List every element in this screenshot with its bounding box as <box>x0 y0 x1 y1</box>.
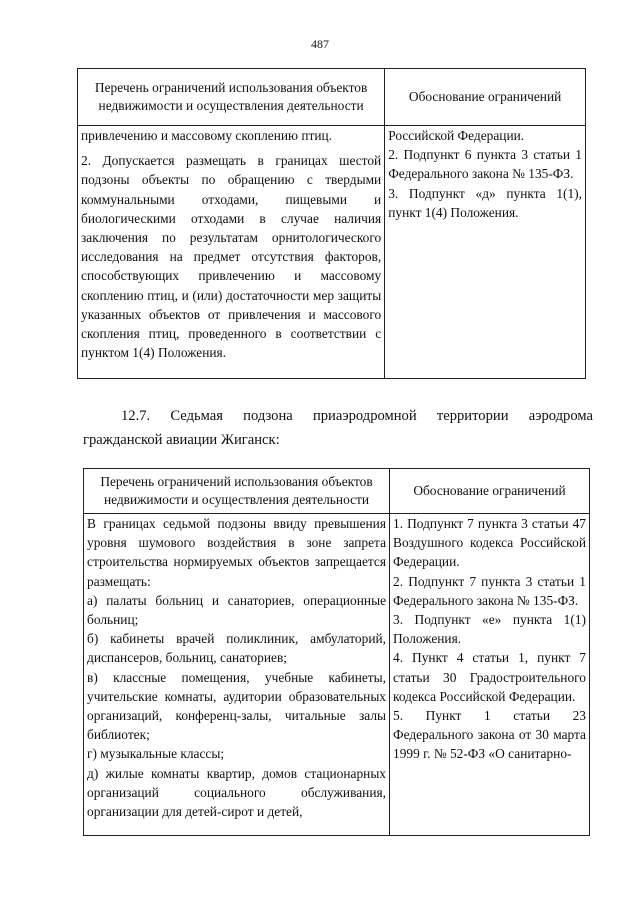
justification-cell <box>385 126 586 379</box>
restriction-text: 2. Допускается размещать в границах шестой подзоны объекты по обращению с твердыми коммунальными отходами, пищевыми и биологическими отходами в случае наличия заключения по результатам орнитологического исследования на предмет отсутствия факторов, способствующих привлечению и массовому скоплению птиц, и (или) достаточности мер защиты указанных объектов от привлечения и массового скопления птиц, проведенного в соответствии с пунктом 1(4) Положения. <box>81 153 382 361</box>
restriction-text: привлечению и массовому скоплению птиц. <box>81 128 333 143</box>
justification-cell <box>390 514 590 836</box>
column-header-restrictions: Перечень ограничений использования объектов недвижимости и осуществления деятельности <box>84 469 390 514</box>
restriction-item: в) классные помещения, учебные кабинеты, учительские комнаты, аудитории образовательных организаций, конференц-залы, читальные залы библиотек; <box>87 669 387 743</box>
page-number: 487 <box>311 37 329 51</box>
column-header-justification: Обоснование ограничений <box>390 469 590 514</box>
restriction-item: б) кабинеты врачей поликлиник, амбулаторий, диспансеров, больниц, санаториев; <box>87 631 387 666</box>
restrictions-cell <box>84 514 390 836</box>
column-header-restrictions: Перечень ограничений использования объектов недвижимости и осуществления деятельности <box>78 69 385 126</box>
restriction-item: В границах седьмой подзоны ввиду превышения уровня шумового воздействия в зоне запрета строительства нормируемых объектов запрещается размещать: <box>87 516 387 589</box>
column-header-justification: Обоснование ограничений <box>385 69 586 126</box>
justification-text: 3. Подпункт «д» пункта 1(1), пункт 1(4) Положения. <box>388 185 582 220</box>
restrictions-table-subzone-6 <box>77 68 586 379</box>
justification-item: 3. Подпункт «е» пункта 1(1) Положения. <box>393 612 586 647</box>
justification-text: 2. Подпункт 6 пункта 3 статьи 1 Федерального закона № 135-ФЗ. <box>388 147 582 182</box>
restriction-item: г) музыкальные классы; <box>87 746 225 762</box>
justification-item: 5. Пункт 1 статьи 23 Федерального закона от 30 марта 1999 г. № 52-ФЗ «О санитарно- <box>393 708 586 762</box>
restriction-item: д) жилые комнаты квартир, домов стационарных организаций социального обслуживания, организации для детей-сирот и детей, <box>87 765 387 820</box>
restrictions-table-subzone-7 <box>83 468 590 836</box>
justification-text: Российской Федерации. <box>388 128 525 143</box>
restriction-item: а) палаты больниц и санаториев, операционные больниц; <box>87 592 387 628</box>
section-heading: 12.7. Седьмая подзона приаэродромной территории аэродрома гражданской авиации Жиганск: <box>83 408 593 448</box>
justification-item: 4. Пункт 4 статьи 1, пункт 7 статьи 30 Градостроительного кодекса Российской Федерации. <box>393 650 586 704</box>
justification-item: 1. Подпункт 7 пункта 3 статьи 47 Воздушного кодекса Российской Федерации. <box>393 516 586 570</box>
restrictions-cell <box>78 126 385 379</box>
justification-item: 2. Подпункт 7 пункта 3 статьи 1 Федерального закона № 135-ФЗ. <box>393 573 586 608</box>
